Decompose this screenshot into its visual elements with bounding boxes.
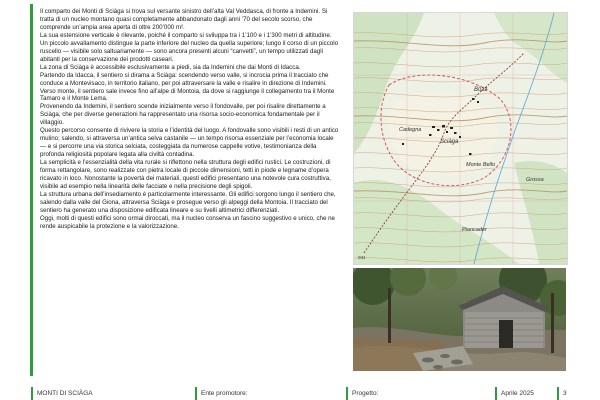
paragraph: La struttura urbana dell’insediamento è particolarmente interessante. Gli edifici sorgono lungo il sentiero che, salendo dalla valle del Giona, attraversa Sciàga e prosegue verso gli alpeggi della Montoia. Il tracciato del sentiero ha generato una disposizione edificata lineare e su livelli altimetrici differenziati. xyxy=(40,190,336,214)
map-label-bozz: Bözz xyxy=(474,87,488,93)
footer-divider xyxy=(31,387,33,400)
paragraph: La semplicità e l’essenzialità della vita rurale si riflettono nella struttura degli edifici rustici. Le costruzioni, di forma rettangolare, sono realizzate con pietra locale di piccole dimensioni, tetti in piode e legname d’opera ricavato in loco. Nonostante la povertà dei materiali, questi edifici presentano una notevole cura costruttiva, visibile ad esempio nella linearità delle facciate e nella precisione degli spigoli. xyxy=(40,159,331,190)
paragraph: La zona di Sciàga è accessibile esclusivamente a piedi, sia da Indemini che dai Monti di Idacca. xyxy=(40,63,301,71)
main-text xyxy=(40,8,340,374)
page-footer xyxy=(0,388,600,400)
topographic-map xyxy=(353,12,568,265)
ruin-photo xyxy=(353,268,566,371)
page-number: 3 xyxy=(563,390,567,397)
footer-date: Aprile 2025 xyxy=(501,390,534,397)
footer-divider xyxy=(195,387,197,400)
paragraph: Il comparto dei Monti di Sciàga si trova sul versante sinistro dell’alta Val Veddasca, di fronte a Indemini. Si tratta di un nucleo montano quasi completamente abbandonato dagli anni ’70 del secolo scorso, che comprende un’ampia area aperta di oltre 200’000 m². xyxy=(40,8,328,31)
map-label-piancader: Piancader xyxy=(462,227,487,233)
map-label-cadegna: Cadegna xyxy=(399,127,422,133)
footer-project-label: Progetto: xyxy=(352,390,379,397)
paragraph: Oggi, molti di questi edifici sono ormai diroccati, ma il nucleo conserva un fascino suggestivo e unico, che ne rende auspicabile la protezione e la valorizzazione. xyxy=(40,214,335,230)
footer-divider xyxy=(495,387,497,400)
map-label-elevation: 941 xyxy=(358,255,366,260)
footer-promoter-label: Ente promotore: xyxy=(201,390,248,397)
map-label-grossa: Grossa xyxy=(526,177,544,183)
paragraph: Partendo da Idacca, il sentiero si dirama a Sciàga: scendendo verso valle, si incrocia prima il tracciato che conduce a Montevisaco, in territorio italiano, per poi attraversare la valle e risalire in direzione di Indemini. Verso monte, il sentiero sale invece fino all’alpe di Montoia, da dove si raggiunge il collegamento tra il Monte Tamaro e il Monte Lema. xyxy=(40,71,335,103)
map-label-sciaga: Sciàga xyxy=(440,139,459,145)
accent-bar xyxy=(30,4,33,376)
footer-project-name: MONTI DI SCIÀGA xyxy=(37,390,93,397)
paragraph: La sua estensione verticale è rilevante, poiché il comparto si sviluppa tra i 1’100 e i 1’300 metri di altitudine. Un piccolo avvallamento distingue la parte inferiore del nucleo da quella superiore; lungo il corso di un piccolo ruscello — visibile solo saltuariamente — sono ancora presenti alcuni “canvetti”, un tempo utilizzati dagli abitanti per la conservazione dei prodotti caseari. xyxy=(40,31,338,63)
paragraph: Provenendo da Indemini, il sentiero scende inizialmente verso il fondovalle, per poi risalire direttamente a Sciàga, che per diverse generazioni ha rappresentato una risorsa socio-economica fondamentale per il villaggio. xyxy=(40,103,326,127)
footer-divider xyxy=(557,387,559,400)
footer-divider xyxy=(346,387,348,400)
map-label-monte-bello: Monte Bello xyxy=(466,162,496,168)
paragraph: Questo percorso consente di rivivere la storia e l’identità del luogo. A fondovalle sono visibili i resti di un antico mulino; salendo, si attraversa un’antica selva castanile — un tempo risorsa essenziale per l’economia locale — e si percorre una via storica selciata, costeggiata da numerose cappelle votive, testimonianza della profonda religiosità popolare legata alla civiltà contadina. xyxy=(40,127,339,159)
